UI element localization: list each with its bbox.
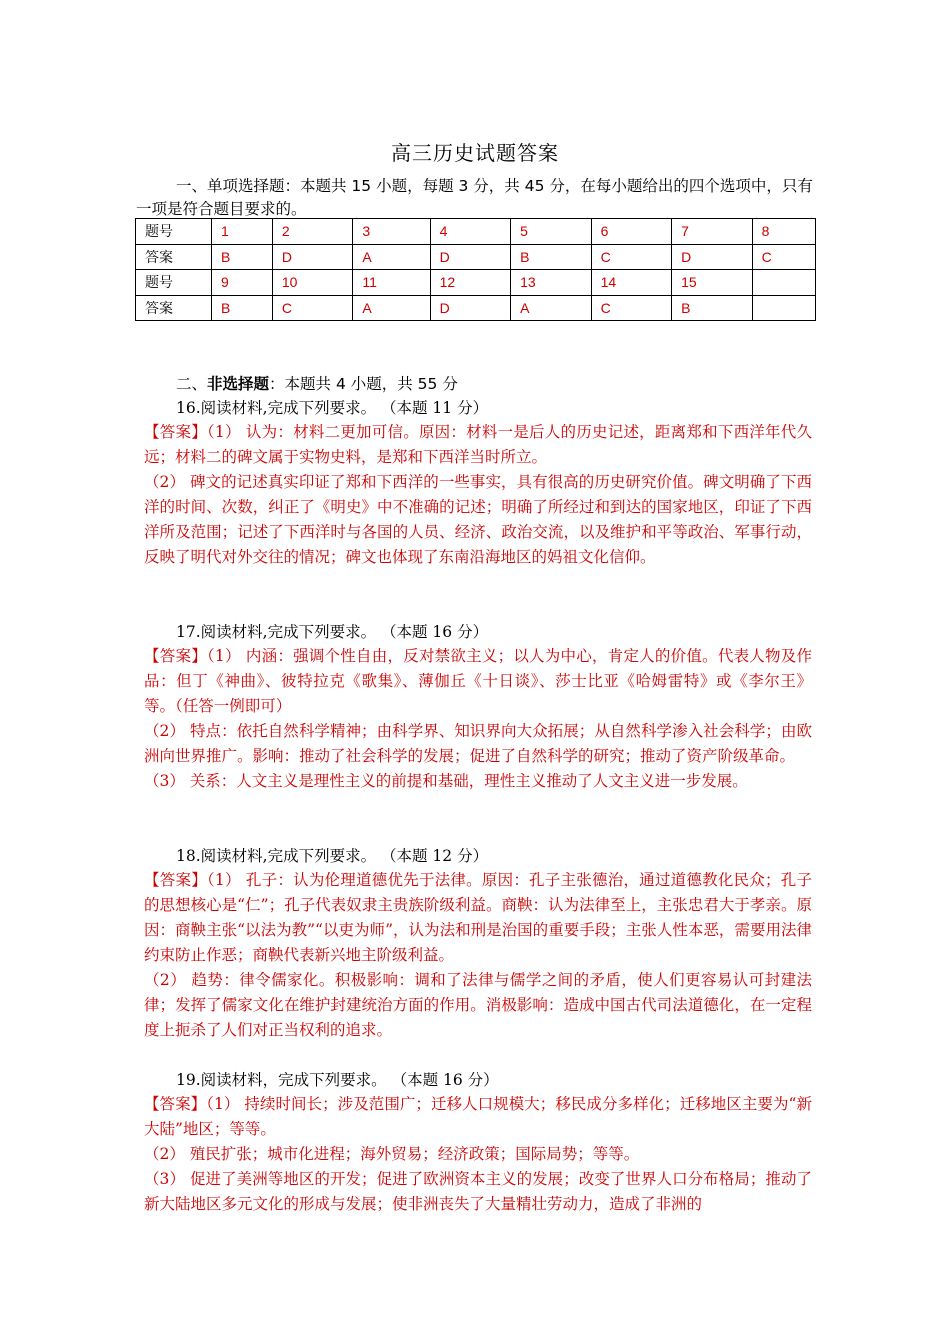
table-cell: B — [212, 244, 273, 270]
table-cell: C — [591, 295, 672, 321]
q18-part2: （2） 趋势：律令儒家化。积极影响：调和了法律与儒学之间的矛盾，使人们更容易认可封建法律；发挥了儒家文化在维护封建统治方面的作用。消极影响：造成中国古代司法道德化，在一定程度上扼杀了人们对正当权利的追求。 — [144, 971, 812, 1039]
table-cell: 7 — [672, 219, 753, 245]
table-cell: A — [511, 295, 592, 321]
section1-intro: 一、单项选择题：本题共 15 小题，每题 3 分，共 45 分，在每小题给出的四个选项中，只有一项是符合题目要求的。 — [136, 177, 813, 218]
table-cell: 9 — [212, 270, 273, 296]
table-cell: B — [212, 295, 273, 321]
q17-part1: 【答案】（1） 内涵：强调个性自由，反对禁欲主义；以人为中心，肯定人的价值。代表人物及作品：但丁《神曲》、彼特拉克《歌集》、薄伽丘《十日谈》、莎士比亚《哈姆雷特》或《李尔王》等。（任答一例即可） — [144, 647, 812, 715]
table-cell: 12 — [430, 270, 511, 296]
section2-prefix: 二、 — [176, 375, 208, 393]
table-cell: 15 — [672, 270, 753, 296]
table-cell: 1 — [212, 219, 273, 245]
row-label: 题号 — [136, 270, 212, 296]
table-cell: D — [272, 244, 353, 270]
table-cell: 6 — [591, 219, 672, 245]
section2-rest: ：本题共 4 小题，共 55 分 — [269, 375, 458, 393]
q18-heading: 18.阅读材料,完成下列要求。 （本题 12 分） — [176, 847, 489, 865]
q17-part2: （2） 特点：依托自然科学精神；由科学界、知识界向大众拓展；从自然科学渗入社会科学；由欧洲向世界推广。影响：推动了社会科学的发展；促进了自然科学的研究；推动了资产阶级革命。 — [144, 722, 812, 765]
table-cell: A — [353, 295, 430, 321]
q16-part2: （2） 碑文的记述真实印证了郑和下西洋的一些事实，具有很高的历史研究价值。碑文明确了下西洋的时间、次数，纠正了《明史》中不准确的记述；明确了所经过和到达的国家地区，印证了下西洋所及范围；记述了下西洋时与各国的人员、经济、政治交流，以及维护和平等政治、军事行动，反映了明代对外交往的情况；碑文也体现了东南沿海地区的妈祖文化信仰。 — [144, 473, 812, 566]
table-cell — [752, 270, 815, 296]
row-label: 答案 — [136, 244, 212, 270]
table-cell: A — [353, 244, 430, 270]
q19-heading: 19.阅读材料，完成下列要求。 （本题 16 分） — [176, 1071, 499, 1089]
page-title: 高三历史试题答案 — [391, 141, 559, 165]
table-cell: 14 — [591, 270, 672, 296]
table-cell: 11 — [353, 270, 430, 296]
q18-answer — [144, 868, 812, 1043]
table-cell: 4 — [430, 219, 511, 245]
q18-part1: 【答案】（1） 孔子：认为伦理道德优先于法律。原因：孔子主张德治，通过道德教化民众；孔子的思想核心是“仁”；孔子代表奴隶主贵族阶级利益。商鞅：认为法律至上，主张忠君大于孝亲。原因：商鞅主张“以法为教”“以吏为师”，认为法和刑是治国的重要手段；主张人性本恶，需要用法律约束防止作恶；商鞅代表新兴地主阶级利益。 — [144, 871, 812, 964]
table-cell: 8 — [752, 219, 815, 245]
table-row — [136, 270, 816, 296]
section2-bold: 非选择题 — [207, 375, 270, 393]
table-cell: C — [752, 244, 815, 270]
q16-part1: 【答案】（1） 认为：材料二更加可信。原因：材料一是后人的历史记述，距离郑和下西洋年代久远；材料二的碑文属于实物史料，是郑和下西洋当时所立。 — [144, 423, 812, 466]
q19-part1: 【答案】（1） 持续时间长；涉及范围广；迁移人口规模大；移民成分多样化；迁移地区主要为“新大陆”地区；等等。 — [144, 1095, 812, 1138]
table-cell: B — [511, 244, 592, 270]
table-row — [136, 219, 816, 245]
q19-part2: （2） 殖民扩张；城市化进程；海外贸易；经济政策；国际局势；等等。 — [144, 1145, 640, 1163]
table-cell — [752, 295, 815, 321]
table-cell: C — [591, 244, 672, 270]
table-cell: D — [672, 244, 753, 270]
q17-part3: （3） 关系：人文主义是理性主义的前提和基础，理性主义推动了人文主义进一步发展。 — [144, 772, 748, 790]
q17-heading: 17.阅读材料,完成下列要求。 （本题 16 分） — [176, 623, 489, 641]
table-cell: 3 — [353, 219, 430, 245]
table-cell: 2 — [272, 219, 353, 245]
table-cell: C — [272, 295, 353, 321]
table-row — [136, 244, 816, 270]
table-cell: D — [430, 244, 511, 270]
q19-answer — [144, 1092, 812, 1217]
q17-answer — [144, 644, 812, 794]
q16-heading: 16.阅读材料,完成下列要求。 （本题 11 分） — [176, 399, 489, 417]
q19-part3: （3） 促进了美洲等地区的开发；促进了欧洲资本主义的发展；改变了世界人口分布格局；推动了新大陆地区多元文化的形成与发展；使非洲丧失了大量精壮劳动力，造成了非洲的 — [144, 1170, 812, 1213]
table-cell: 10 — [272, 270, 353, 296]
table-cell: D — [430, 295, 511, 321]
table-row — [136, 295, 816, 321]
q16-answer — [144, 420, 812, 570]
section2-heading — [176, 372, 458, 394]
row-label: 题号 — [136, 219, 212, 245]
answer-table — [135, 218, 816, 321]
table-cell: B — [672, 295, 753, 321]
table-cell: 5 — [511, 219, 592, 245]
row-label: 答案 — [136, 295, 212, 321]
table-cell: 13 — [511, 270, 592, 296]
